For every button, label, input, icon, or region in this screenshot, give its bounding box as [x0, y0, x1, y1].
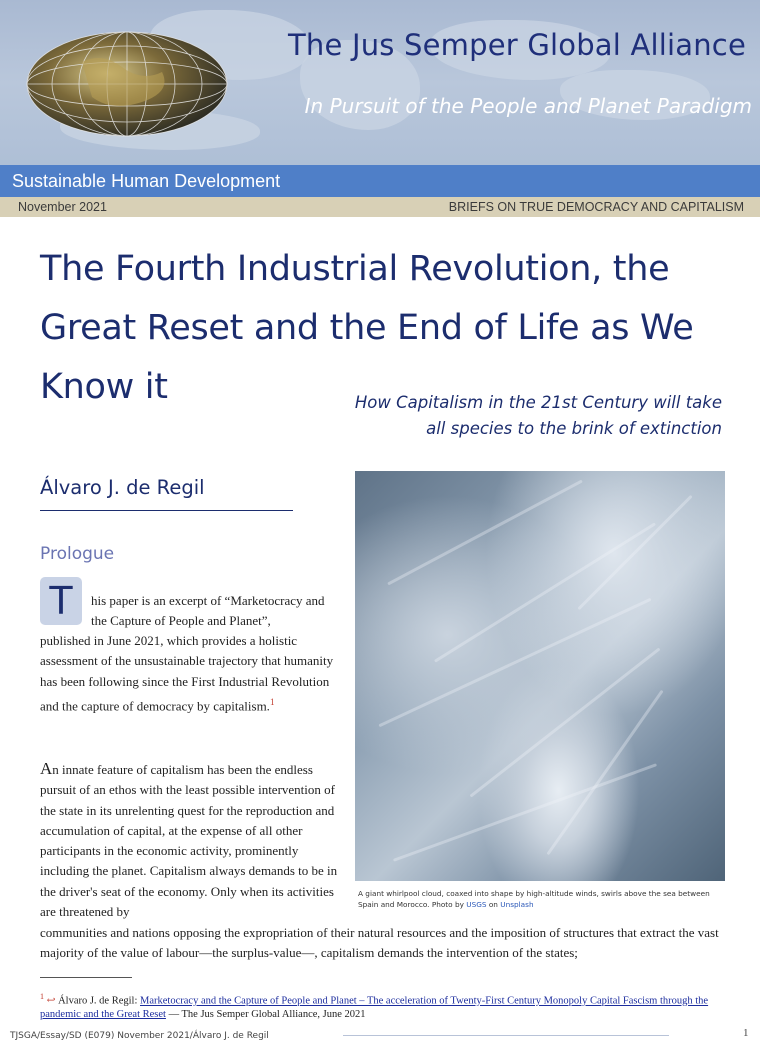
author-divider — [40, 510, 293, 511]
footnote-number: 1 — [40, 992, 44, 1001]
section-bar — [0, 165, 760, 197]
prologue-heading: Prologue — [40, 544, 115, 564]
article-title: The Fourth Industrial Revolution, the Great Reset and the End of Life as We Know it — [40, 249, 694, 407]
paragraph-2-continued: communities and nations opposing the expropriation of their natural resources and the imposition of structures that extract the vast majority of the value of labour—the surplus-value—, capitalism demands the intervention of the states; — [40, 925, 719, 961]
paragraph-2 — [40, 759, 346, 922]
caption-link-usgs[interactable]: USGS — [466, 899, 487, 909]
paragraph-2-text: n innate feature of capitalism has been the endless pursuit of an ethos with the least possible intervention of the state in its unrelenting quest for the reproduction and accumulation of capital, at the expense of all other participants in the economic activity, prominently including the planet. Capitalism always demands to be in the driver's seat of the economy. Only when its activities are threatened by — [40, 762, 338, 920]
footnote-reference[interactable]: 1 — [269, 696, 275, 707]
paragraph-1-line-2: the Capture of People and Planet”, — [91, 613, 271, 629]
globe-logo-icon — [22, 22, 232, 142]
series-label: BRIEFS ON TRUE DEMOCRACY AND CAPITALISM — [448, 200, 744, 214]
author-name: Álvaro J. de Regil — [40, 476, 205, 499]
caption-text: A giant whirlpool cloud, coaxed into shape by high-altitude winds, swirls above the sea between Spain and Morocco. Photo by — [358, 889, 710, 909]
cloud-whirlpool-photo — [355, 471, 725, 881]
issue-date: November 2021 — [18, 200, 107, 214]
header-banner — [0, 0, 760, 165]
paragraph-1 — [40, 631, 346, 717]
subtitle-line-2: all species to the brink of extinction — [426, 419, 722, 438]
subtitle-line-1: How Capitalism in the 21st Century will take — [354, 393, 722, 412]
organization-tagline: In Pursuit of the People and Planet Paradigm — [304, 94, 752, 118]
caption-link-unsplash[interactable]: Unsplash — [500, 899, 534, 909]
return-arrow-icon[interactable]: ↩ — [46, 995, 56, 1007]
footer-divider — [343, 1035, 669, 1036]
footer-reference: TJSGA/Essay/SD (E079) November 2021/Álvaro J. de Regil — [10, 1031, 269, 1041]
footnote-link[interactable]: Marketocracy and the Capture of People and Planet – The acceleration of Twenty-First Century Monopoly Capital Fascism through the pandemic and the Great Reset — [40, 995, 709, 1020]
photo-caption — [358, 889, 720, 910]
date-bar — [0, 197, 760, 217]
footnote — [40, 990, 720, 1022]
drop-cap: T — [40, 577, 82, 625]
paragraph-1-text: published in June 2021, which provides a holistic assessment of the unsustainable trajectory that humanity has been following since the First Industrial Revolution and the capture of democracy by capitalism. — [40, 633, 334, 714]
page-number: 1 — [743, 1027, 749, 1039]
caption-connector: on — [488, 899, 498, 909]
section-label: Sustainable Human Development — [12, 171, 281, 191]
footnote-author: Álvaro J. de Regil: — [58, 995, 138, 1007]
paragraph-2-initial: A — [40, 759, 53, 778]
paragraph-1-intro — [91, 591, 351, 632]
organization-title: The Jus Semper Global Alliance — [288, 28, 746, 62]
paragraph-1-line-1: his paper is an excerpt of “Marketocracy and — [91, 593, 325, 608]
article-subtitle — [322, 390, 722, 442]
footnote-divider — [40, 977, 132, 978]
footnote-source: — The Jus Semper Global Alliance, June 2021 — [168, 1009, 366, 1020]
